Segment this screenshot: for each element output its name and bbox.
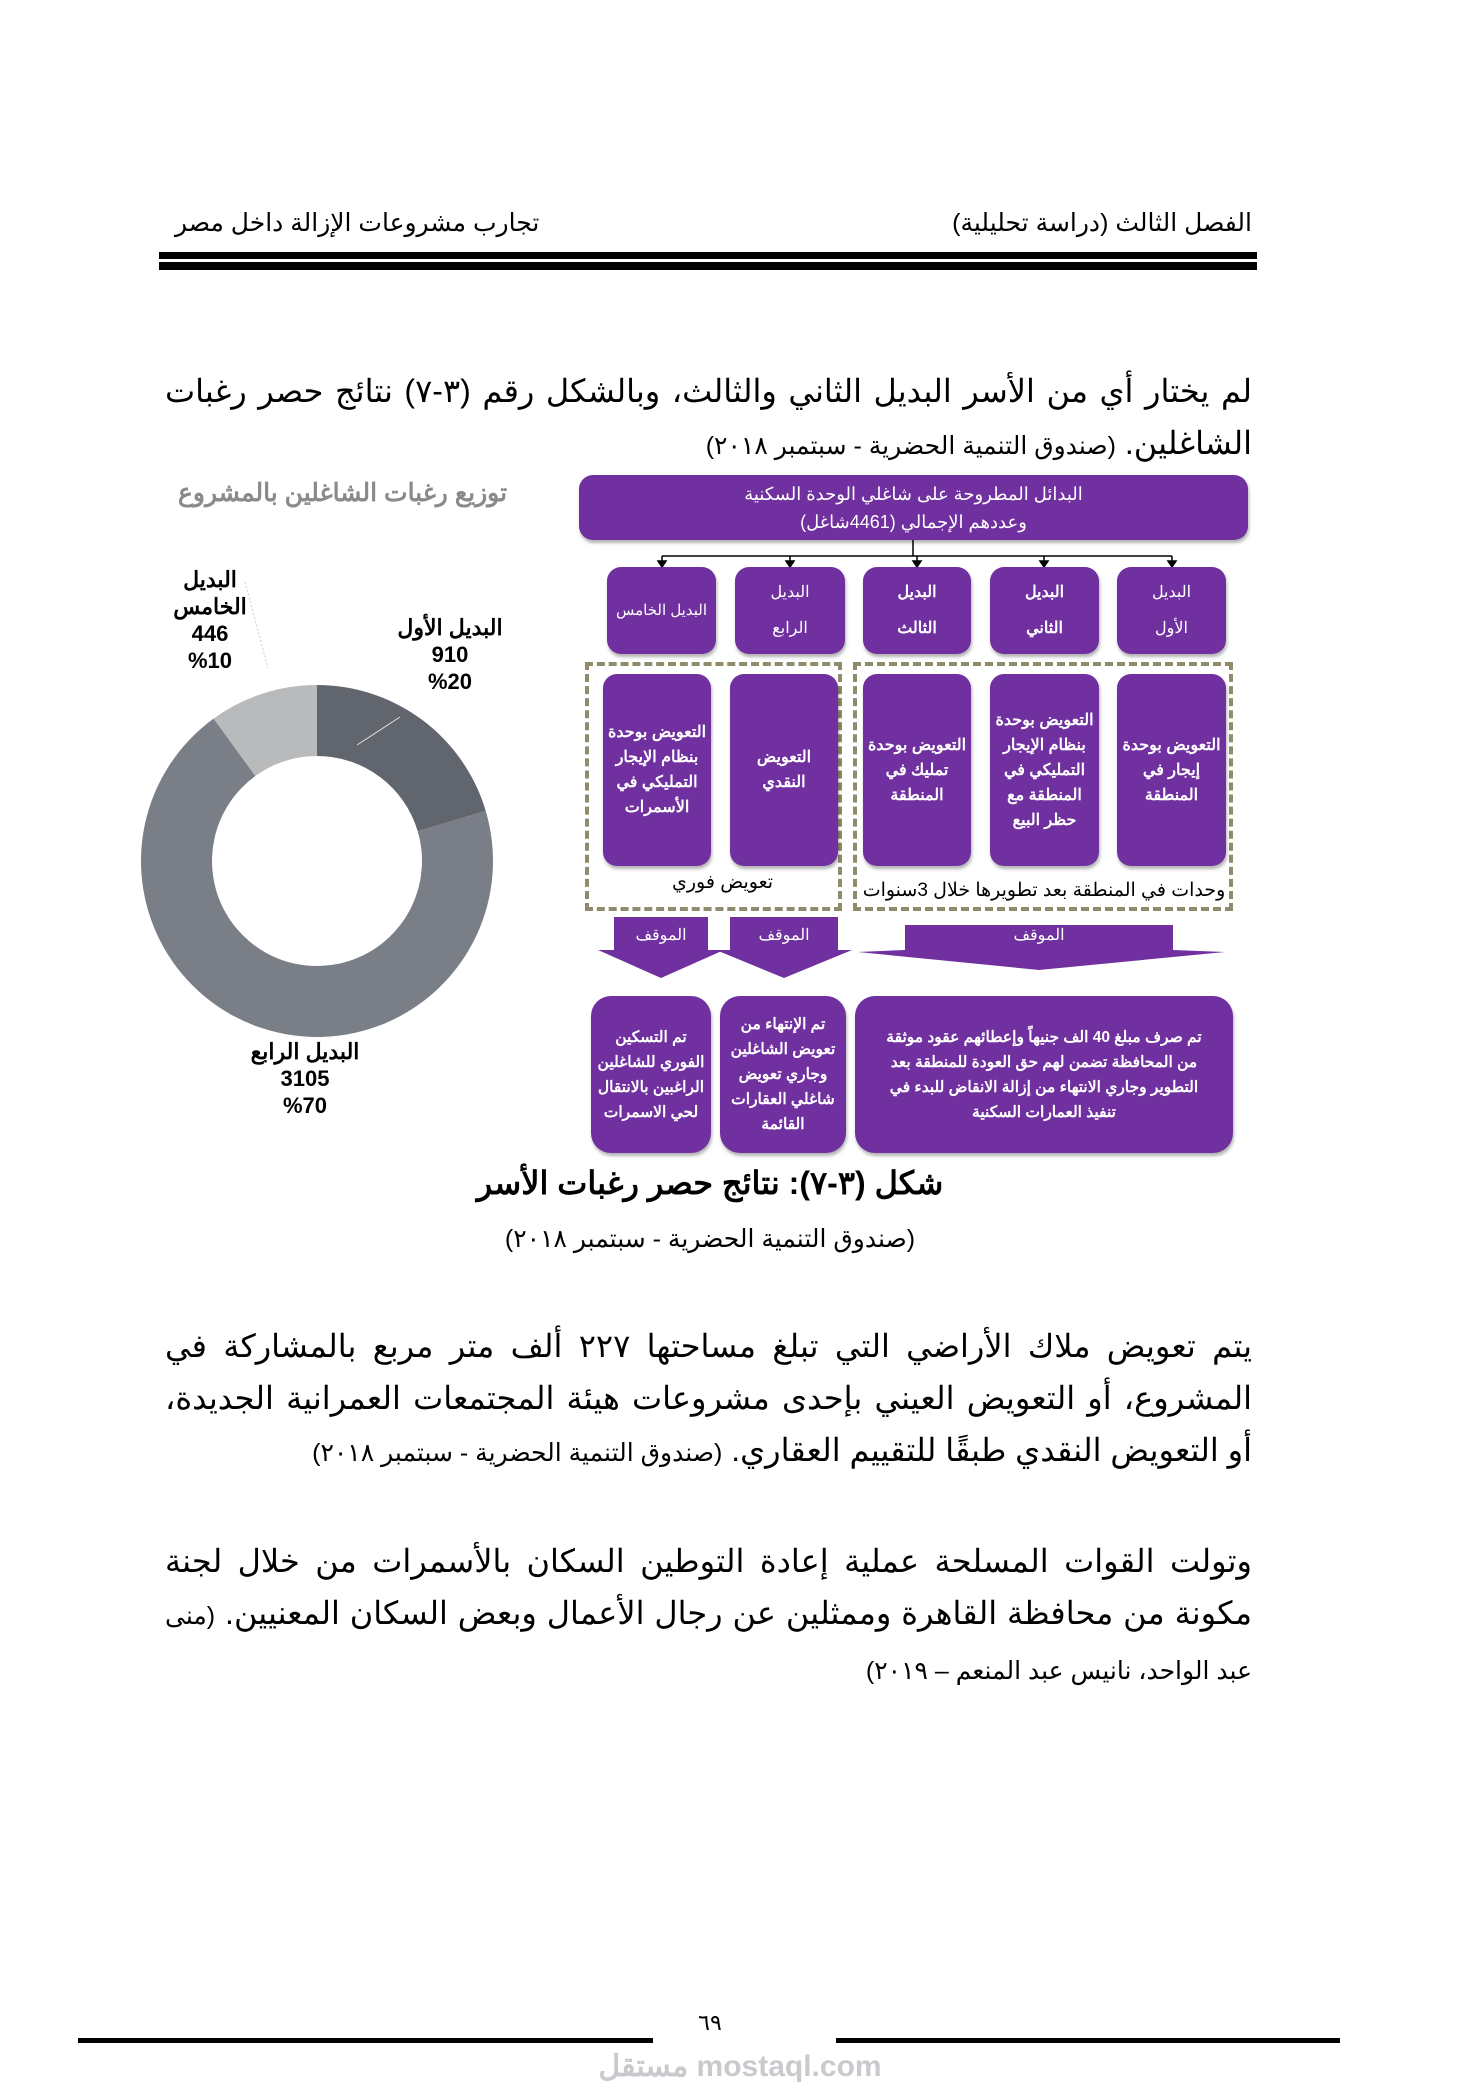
figure-caption: شكل (٣-٧): نتائج حصر رغبات الأسر: [476, 1165, 944, 1201]
alt-box-1: البديل الأول: [1117, 567, 1226, 654]
status-box-2: تم الإنتهاء من تعويض الشاغلين وجاري تعويض شاغلي العقارات القائمة: [720, 996, 846, 1153]
header-chapter: الفصل الثالث (دراسة تحليلية): [952, 209, 1252, 237]
arrow-label: الموقف: [1013, 927, 1065, 944]
option-box-1: التعويض بوحدة إيجار في المنطقة: [1117, 674, 1226, 866]
group-label-later: وحدات في المنطقة بعد تطويرها خلال 3سنوات: [862, 880, 1226, 901]
alt-box-5: البديل الخامس: [607, 567, 716, 654]
arrow-label: الموقف: [635, 927, 687, 944]
group-label-immediate: تعويض فوري: [671, 872, 774, 893]
paragraph-2: يتم تعويض ملاك الأراضي التي تبلغ مساحتها ٢٢٧ ألف متر مربع بالمشاركة في المشروع، أو التعويض العيني بإحدى مشروعات هيئة المجتمعات العمرانية الجديدة، أو التعويض النقدي طبقًا للتقييم العقاري. (صندوق التنمية الحضرية - سبتمبر ٢٠١٨): [165, 1328, 1253, 1468]
paragraph-1: لم يختار أي من الأسر البديل الثاني والثالث، وبالشكل رقم (٣-٧) نتائج حصر رغبات الشاغلين. (صندوق التنمية الحضرية - سبتمبر ٢٠١٨): [165, 373, 1253, 461]
header-title: تجارب مشروعات الإزالة داخل مصر: [175, 209, 540, 237]
diagram-top-box: البدائل المطروحة على شاغلي الوحدة السكنية وعددهم الإجمالي (4461شاغل): [579, 475, 1248, 540]
footer-rule: [78, 2038, 653, 2043]
watermark-logo: مستقل mostaql.com: [598, 2050, 882, 2083]
option-box-4: التعويض النقدي: [730, 674, 838, 866]
status-box-3: تم التسكين الفوري للشاغلين الراغبين بالانتقال لحي الاسمرات: [591, 996, 711, 1153]
label-alt5: البديل الخامس 446 %10: [173, 567, 247, 673]
option-box-5: التعويض بوحدة بنظام الإيجار التمليكي في الأسمرات: [603, 674, 711, 866]
alt-box-3: البديل الثالث: [863, 567, 971, 654]
page-number: ٦٩: [698, 2010, 722, 2035]
label-alt1: البديل الأول 910 %20: [397, 615, 503, 694]
alt-box-4: البديل الرابع: [735, 567, 845, 654]
figure-source: (صندوق التنمية الحضرية - سبتمبر ٢٠١٨): [504, 1225, 916, 1253]
option-box-2: التعويض بوحدة بنظام الإيجار التمليكي في المنطقة مع حظر البيع: [990, 674, 1099, 866]
footer-rule: [836, 2038, 1340, 2043]
arrow-label: الموقف: [758, 927, 810, 944]
status-box-1: تم صرف مبلغ 40 الف جنيهاً وإعطائهم عقود موثقة من المحافظة تضمن لهم حق العودة للمنطقة بعد التطوير وجاري الانتهاء من إزالة الانقاض للبدء في تنفيذ العمارات السكنية: [855, 996, 1233, 1153]
option-box-3: التعويض بوحدة تمليك في المنطقة: [863, 674, 971, 866]
paragraph-3: وتولت القوات المسلحة عملية إعادة التوطين السكان بالأسمرات من خلال لجنة مكونة من محافظة القاهرة وممثلين عن رجال الأعمال وبعض السكان المعنيين. (منى عبد الواحد، نانيس عبد المنعم – ٢٠١٩): [165, 1543, 1253, 1685]
chart-title: توزيع رغبات الشاغلين بالمشروع: [178, 479, 508, 507]
label-alt4: البديل الرابع 3105 %70: [250, 1039, 360, 1118]
alt-box-2: البديل الثاني: [990, 567, 1099, 654]
